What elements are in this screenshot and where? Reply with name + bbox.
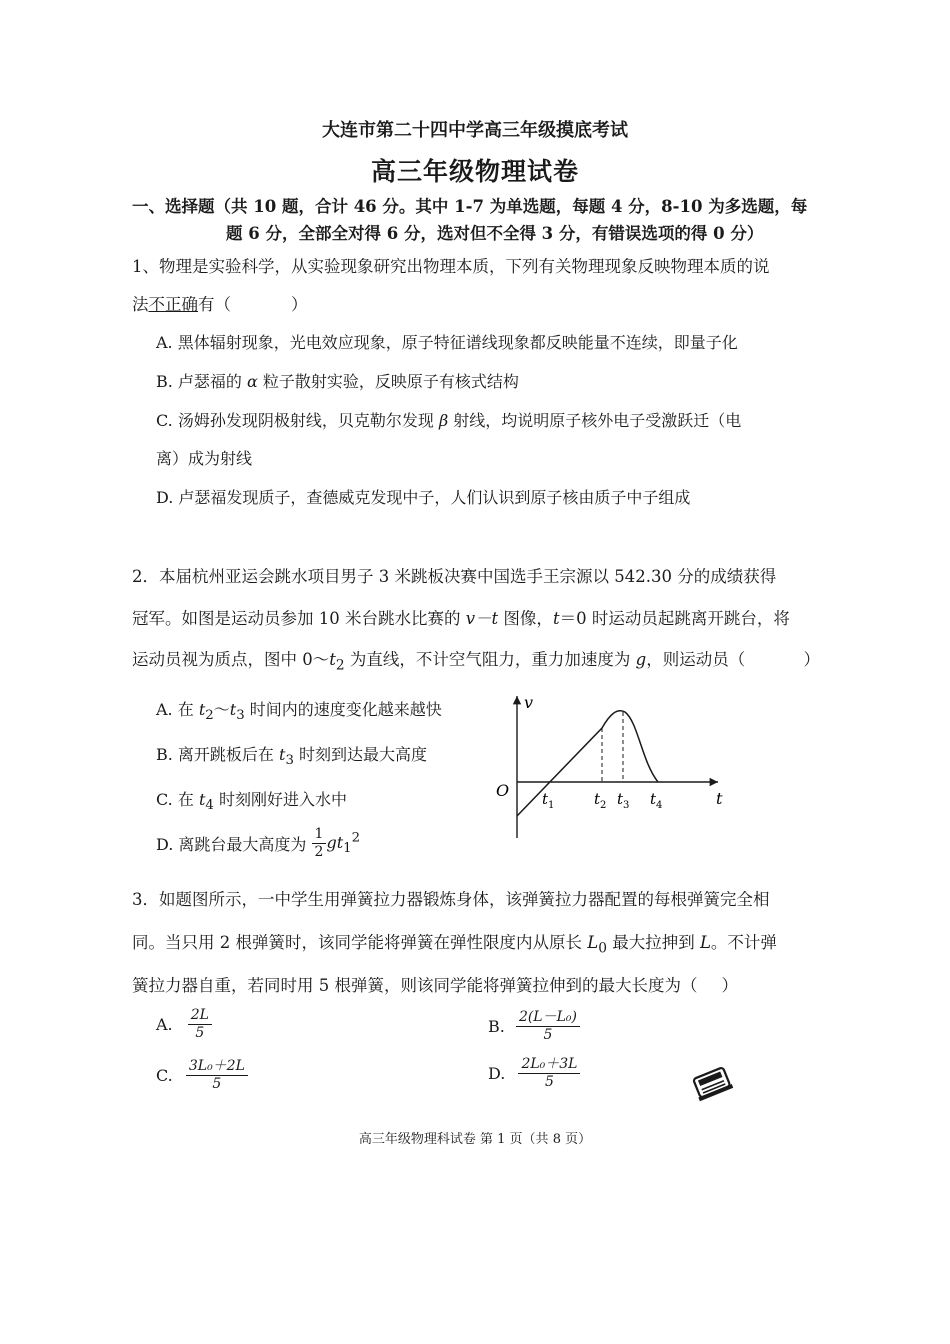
tick-t1: $t_1$ bbox=[542, 790, 555, 811]
t2-symbol: t bbox=[198, 700, 206, 719]
t3-subscript: 3 bbox=[236, 708, 245, 724]
q2-line2-c: ＝0 时运动员起跳离开跳台，将 bbox=[559, 609, 790, 628]
t1-symbol: t bbox=[336, 833, 344, 853]
q2-a-tilde: ～ bbox=[213, 700, 230, 719]
g-symbol: g bbox=[635, 650, 647, 669]
q2-paren-close: ） bbox=[803, 650, 820, 669]
page-footer: 高三年级物理科试卷 第 1 页（共 8 页） bbox=[358, 1132, 592, 1147]
q1-paren-close: ） bbox=[291, 295, 308, 314]
t-symbol: t bbox=[552, 609, 560, 628]
q2-stem-line1: 2．本届杭州亚运会跳水项目男子 3 米跳板决赛中国选手王宗源以 542.30 分的成绩获得 bbox=[132, 567, 777, 586]
option-c-fraction bbox=[186, 1058, 248, 1093]
t3-symbol: t bbox=[279, 745, 286, 764]
option-a-fraction bbox=[188, 1007, 212, 1042]
q2-d-pre: D. 离跳台最大高度为 bbox=[156, 835, 312, 854]
tick-t2: $t_2$ bbox=[594, 790, 607, 811]
option-d-numerator: 2L₀＋3L bbox=[518, 1056, 580, 1074]
option-c-numerator: 3L₀＋2L bbox=[186, 1058, 248, 1076]
q1-option-b-post: 粒子散射实验，反映原子有核式结构 bbox=[257, 372, 519, 391]
velocity-curve bbox=[517, 711, 658, 816]
q2-stem-line2 bbox=[132, 605, 790, 629]
q2-option-a bbox=[156, 697, 442, 723]
tick-t3: $t_3$ bbox=[617, 790, 630, 811]
q2-line3-c: ，则运动员（ bbox=[646, 650, 746, 669]
option-b-fraction bbox=[516, 1009, 580, 1044]
q1-stem-line1: 1、物理是实验科学，从实验现象研究出物理本质，下列有关物理现象反映物理本质的说 bbox=[132, 257, 770, 276]
exam-school-title: 大连市第二十四中学高三年级摸底考试 bbox=[322, 120, 628, 141]
q3-stem-line3 bbox=[132, 972, 738, 996]
q3-line2-b: 最大拉抻到 bbox=[606, 933, 700, 952]
q1-option-d: D. 卢瑟福发现质子，查德威克发现中子，人们认识到原子核由质子中子组成 bbox=[156, 488, 691, 507]
option-d-denominator: 5 bbox=[544, 1074, 554, 1090]
option-a-numerator: 2L bbox=[188, 1007, 212, 1025]
q2-stem-line3 bbox=[132, 646, 820, 673]
section-heading-line2: 题 6 分，全部全对得 6 分，选对但不全得 3 分，有错误选项的得 0 分） bbox=[226, 224, 764, 243]
t4-subscript: 4 bbox=[205, 798, 214, 814]
tick-t4: $t_4$ bbox=[650, 790, 663, 811]
alpha-symbol: α bbox=[247, 372, 258, 391]
t1-subscript: 1 bbox=[343, 841, 352, 857]
scanner-stamp-icon bbox=[690, 1064, 736, 1102]
t4-symbol: t bbox=[198, 790, 206, 809]
t3-subscript: 3 bbox=[285, 753, 294, 769]
L-symbol: L bbox=[699, 933, 711, 952]
q1-option-c-post: 射线，均说明原子核外电子受激跃迁（电 bbox=[448, 411, 742, 430]
v-t-graph bbox=[490, 688, 730, 848]
fraction-denominator: 2 bbox=[314, 844, 324, 860]
L0-symbol: L bbox=[587, 933, 599, 952]
q3-line2-c: 。不计弹 bbox=[710, 933, 777, 952]
q3-option-d bbox=[488, 1056, 580, 1091]
option-d-label: D. bbox=[488, 1064, 506, 1083]
q2-b-pre: B. 离开跳板后在 bbox=[156, 745, 280, 764]
half-fraction bbox=[312, 826, 327, 861]
q2-option-b bbox=[156, 742, 427, 768]
section-heading-line1: 一、选择题（共 10 题，合计 46 分。其中 1-7 为单选题，每题 4 分，8-10 为多选题，每 bbox=[132, 197, 808, 216]
q1-stem-pre: 法 bbox=[132, 295, 149, 314]
t-axis-label: t bbox=[716, 789, 723, 808]
q3-option-c bbox=[156, 1058, 248, 1093]
q2-option-c bbox=[156, 787, 347, 813]
q2-a-pre: A. 在 bbox=[156, 700, 199, 719]
option-c-denominator: 5 bbox=[212, 1076, 222, 1092]
origin-label: O bbox=[496, 781, 510, 800]
option-d-fraction bbox=[518, 1056, 580, 1091]
q1-option-c-line2: 离）成为射线 bbox=[156, 449, 253, 468]
q2-line3-a: 运动员视为质点，图中 0～ bbox=[132, 650, 330, 669]
v-axis-label: v bbox=[524, 693, 534, 712]
t3-symbol: t bbox=[229, 700, 237, 719]
fraction-numerator: 1 bbox=[312, 826, 327, 844]
q2-option-d bbox=[156, 826, 360, 861]
option-c-label: C. bbox=[156, 1066, 173, 1085]
q1-option-a: A. 黑体辐射现象，光电效应现象，原子特征谱线现象都反映能量不连续，即量子化 bbox=[156, 333, 738, 352]
option-a-denominator: 5 bbox=[195, 1025, 205, 1041]
q3-stem-line1: 3．如题图所示，一中学生用弹簧拉力器锻炼身体，该弹簧拉力器配置的每根弹簧完全相 bbox=[132, 890, 770, 909]
q3-line2-a: 同。当只用 2 根弹簧时，该同学能将弹簧在弹性限度内从原长 bbox=[132, 933, 588, 952]
t2-subscript: 2 bbox=[335, 657, 345, 674]
q2-line2-b: 图像， bbox=[498, 609, 553, 628]
q2-c-post: 时刻刚好进入水中 bbox=[213, 790, 347, 809]
beta-symbol: β bbox=[438, 411, 449, 430]
g-symbol: g bbox=[326, 833, 337, 853]
q1-option-b bbox=[156, 369, 519, 392]
q3-option-b bbox=[488, 1009, 580, 1044]
q1-option-c-pre: C. 汤姆孙发现阴极射线，贝克勒尔发现 bbox=[156, 411, 439, 430]
squared-superscript: 2 bbox=[351, 830, 361, 846]
q1-option-b-pre: B. 卢瑟福的 bbox=[156, 372, 248, 391]
q2-b-post: 时刻到达最大高度 bbox=[293, 745, 428, 764]
q3-option-a bbox=[156, 1007, 212, 1042]
q1-stem-post: 有（ bbox=[198, 295, 231, 314]
q3-line3-text: 簧拉力器自重，若同时用 5 根弹簧，则该同学能将弹簧拉伸到的最大长度为（ bbox=[132, 976, 698, 995]
L0-subscript: 0 bbox=[598, 940, 607, 957]
t2-symbol: t bbox=[329, 650, 336, 669]
option-a-label: A. bbox=[156, 1015, 173, 1034]
q2-line3-b: 为直线，不计空气阻力，重力加速度为 bbox=[344, 650, 636, 669]
q3-paren-close: ） bbox=[721, 976, 738, 995]
q2-line2-a: 冠军。如图是运动员参加 10 米台跳水比赛的 bbox=[132, 609, 466, 628]
exam-paper-title: 高三年级物理试卷 bbox=[370, 157, 579, 186]
q1-stem-line2 bbox=[132, 291, 308, 315]
option-b-denominator: 5 bbox=[543, 1027, 553, 1043]
q1-option-c bbox=[156, 408, 741, 431]
option-b-numerator: 2(L－L₀) bbox=[516, 1009, 580, 1027]
q3-stem-line2 bbox=[132, 929, 777, 956]
option-b-label: B. bbox=[488, 1017, 505, 1036]
q1-underlined-phrase: 不正确 bbox=[148, 295, 198, 314]
q2-a-post: 时间内的速度变化越来越快 bbox=[244, 700, 442, 719]
v-t-symbol: v－t bbox=[465, 609, 499, 628]
q2-c-pre: C. 在 bbox=[156, 790, 199, 809]
t2-subscript: 2 bbox=[205, 708, 214, 724]
